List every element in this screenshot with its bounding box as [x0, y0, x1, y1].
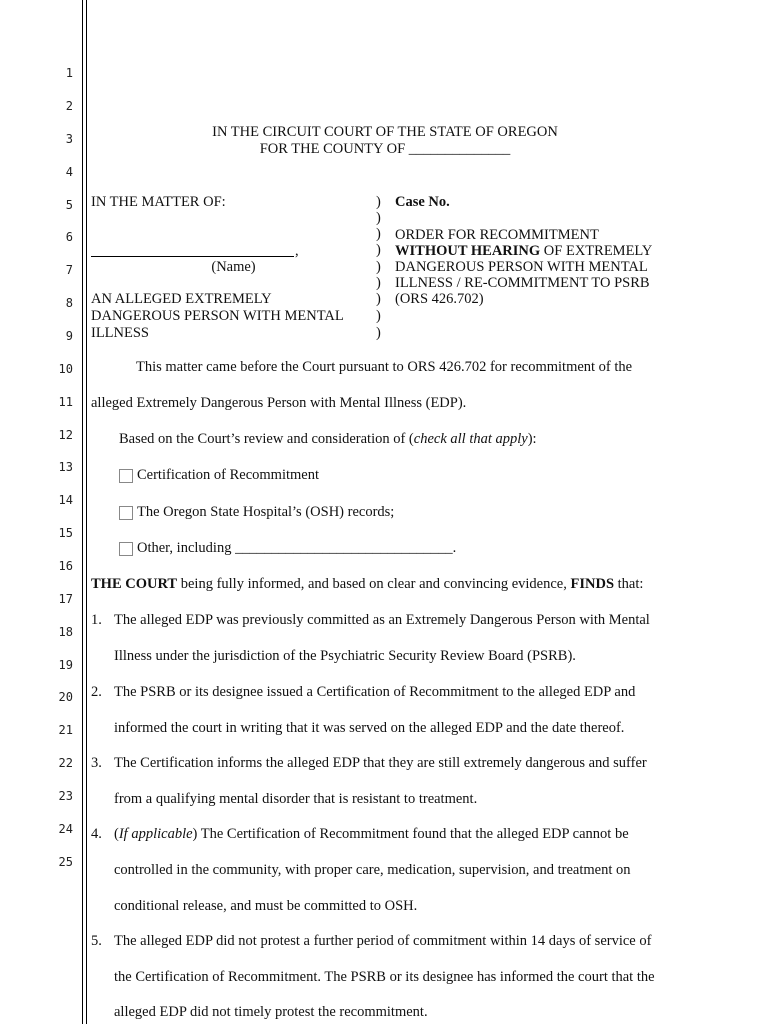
line-number: 24 [58, 822, 73, 836]
order-title-line1: ORDER FOR RECOMMITMENT [395, 227, 599, 243]
caption-matter-of: IN THE MATTER OF: [91, 194, 226, 210]
finding-number: 3. [91, 755, 102, 771]
finding-2-line1: The PSRB or its designee issued a Certification of Recommitment to the alleged EDP and [114, 684, 636, 700]
line-number: 19 [58, 658, 73, 672]
case-number-label: Case No. [395, 194, 450, 210]
caption-paren: ) [376, 308, 381, 324]
line-number: 6 [65, 230, 73, 244]
finding-4-line2: controlled in the community, with proper care, medication, supervision, and treatment on [114, 862, 631, 878]
caption-paren: ) [376, 226, 381, 242]
finding-5-line2: the Certification of Recommitment. The PSRB or its designee has informed the court that the [114, 969, 655, 985]
pleading-left-rule-outer [82, 0, 83, 1024]
line-number: 3 [65, 132, 73, 146]
line-number: 17 [58, 592, 73, 606]
finding-3-line1: The Certification informs the alleged EDP that they are still extremely dangerous and suffer [114, 755, 647, 771]
order-title-line2: WITHOUT HEARING OF EXTREMELY [395, 243, 653, 259]
line-number: 9 [65, 329, 73, 343]
finding-3-line2: from a qualifying mental disorder that is resistant to treatment. [114, 791, 478, 807]
caption-paren: ) [376, 242, 381, 258]
intro-paragraph-line2: alleged Extremely Dangerous Person with Mental Illness (EDP). [91, 395, 467, 411]
pleading-left-rule-inner [86, 0, 87, 1024]
other-checkbox-label: Other, including ______________________________. [137, 540, 457, 556]
osh-records-checkbox-label: The Oregon State Hospital’s (OSH) records; [137, 504, 395, 520]
caption-paren: ) [376, 275, 381, 291]
line-number: 2 [65, 99, 73, 113]
finding-4-line1: (If applicable) The Certification of Recommitment found that the alleged EDP cannot be [114, 826, 629, 842]
line-number: 11 [58, 395, 73, 409]
line-number: 7 [65, 263, 73, 277]
caption-paren: ) [376, 291, 381, 307]
name-signature-line [91, 256, 294, 257]
finding-1-line1: The alleged EDP was previously committed as an Extremely Dangerous Person with Mental [114, 612, 650, 628]
caption-paren: ) [376, 325, 381, 341]
finding-5-line3: alleged EDP did not timely protest the recommitment. [114, 1004, 428, 1020]
based-on-statement: Based on the Court’s review and consideration of (check all that apply): [119, 431, 537, 447]
line-number: 20 [58, 690, 73, 704]
osh-records-checkbox[interactable] [119, 506, 133, 520]
finding-number: 5. [91, 933, 102, 949]
line-number: 5 [65, 198, 73, 212]
caption-paren: ) [376, 259, 381, 275]
caption-paren: ) [376, 210, 381, 226]
finding-4-line3: conditional release, and must be committed to OSH. [114, 898, 418, 914]
line-number: 13 [58, 460, 73, 474]
order-title-line5: (ORS 426.702) [395, 291, 484, 307]
party-description-line3: ILLNESS [91, 325, 149, 341]
other-checkbox[interactable] [119, 542, 133, 556]
party-description-line1: AN ALLEGED EXTREMELY [91, 291, 272, 307]
line-number: 15 [58, 526, 73, 540]
court-heading-county: FOR THE COUNTY OF ______________ [259, 141, 511, 157]
line-number: 18 [58, 625, 73, 639]
finding-2-line2: informed the court in writing that it was served on the alleged EDP and the date thereof. [114, 720, 625, 736]
party-description-line2: DANGEROUS PERSON WITH MENTAL [91, 308, 344, 324]
line-number: 1 [65, 66, 73, 80]
finding-number: 2. [91, 684, 102, 700]
line-number: 25 [58, 855, 73, 869]
court-heading-line1: IN THE CIRCUIT COURT OF THE STATE OF OREGON [212, 124, 558, 140]
name-line-comma: , [295, 243, 299, 259]
line-number: 10 [58, 362, 73, 376]
line-number: 16 [58, 559, 73, 573]
finding-number: 1. [91, 612, 102, 628]
finding-number: 4. [91, 826, 102, 842]
caption-paren: ) [376, 194, 381, 210]
line-number: 12 [58, 428, 73, 442]
intro-paragraph-line1: This matter came before the Court pursuant to ORS 426.702 for recommitment of the [136, 359, 633, 375]
certification-checkbox-label: Certification of Recommitment [137, 467, 320, 483]
finding-1-line2: Illness under the jurisdiction of the Psychiatric Security Review Board (PSRB). [114, 648, 576, 664]
line-number: 23 [58, 789, 73, 803]
line-number: 22 [58, 756, 73, 770]
finding-5-line1: The alleged EDP did not protest a further period of commitment within 14 days of service of [114, 933, 652, 949]
certification-checkbox[interactable] [119, 469, 133, 483]
line-number: 4 [65, 165, 73, 179]
order-title-line4: ILLNESS / RE-COMMITMENT TO PSRB [395, 275, 650, 291]
line-number: 14 [58, 493, 73, 507]
line-number: 8 [65, 296, 73, 310]
court-finds-statement: THE COURT being fully informed, and based on clear and convincing evidence, FINDS that: [91, 576, 644, 592]
name-label: (Name) [211, 259, 256, 275]
order-title-line3: DANGEROUS PERSON WITH MENTAL [395, 259, 648, 275]
line-number: 21 [58, 723, 73, 737]
